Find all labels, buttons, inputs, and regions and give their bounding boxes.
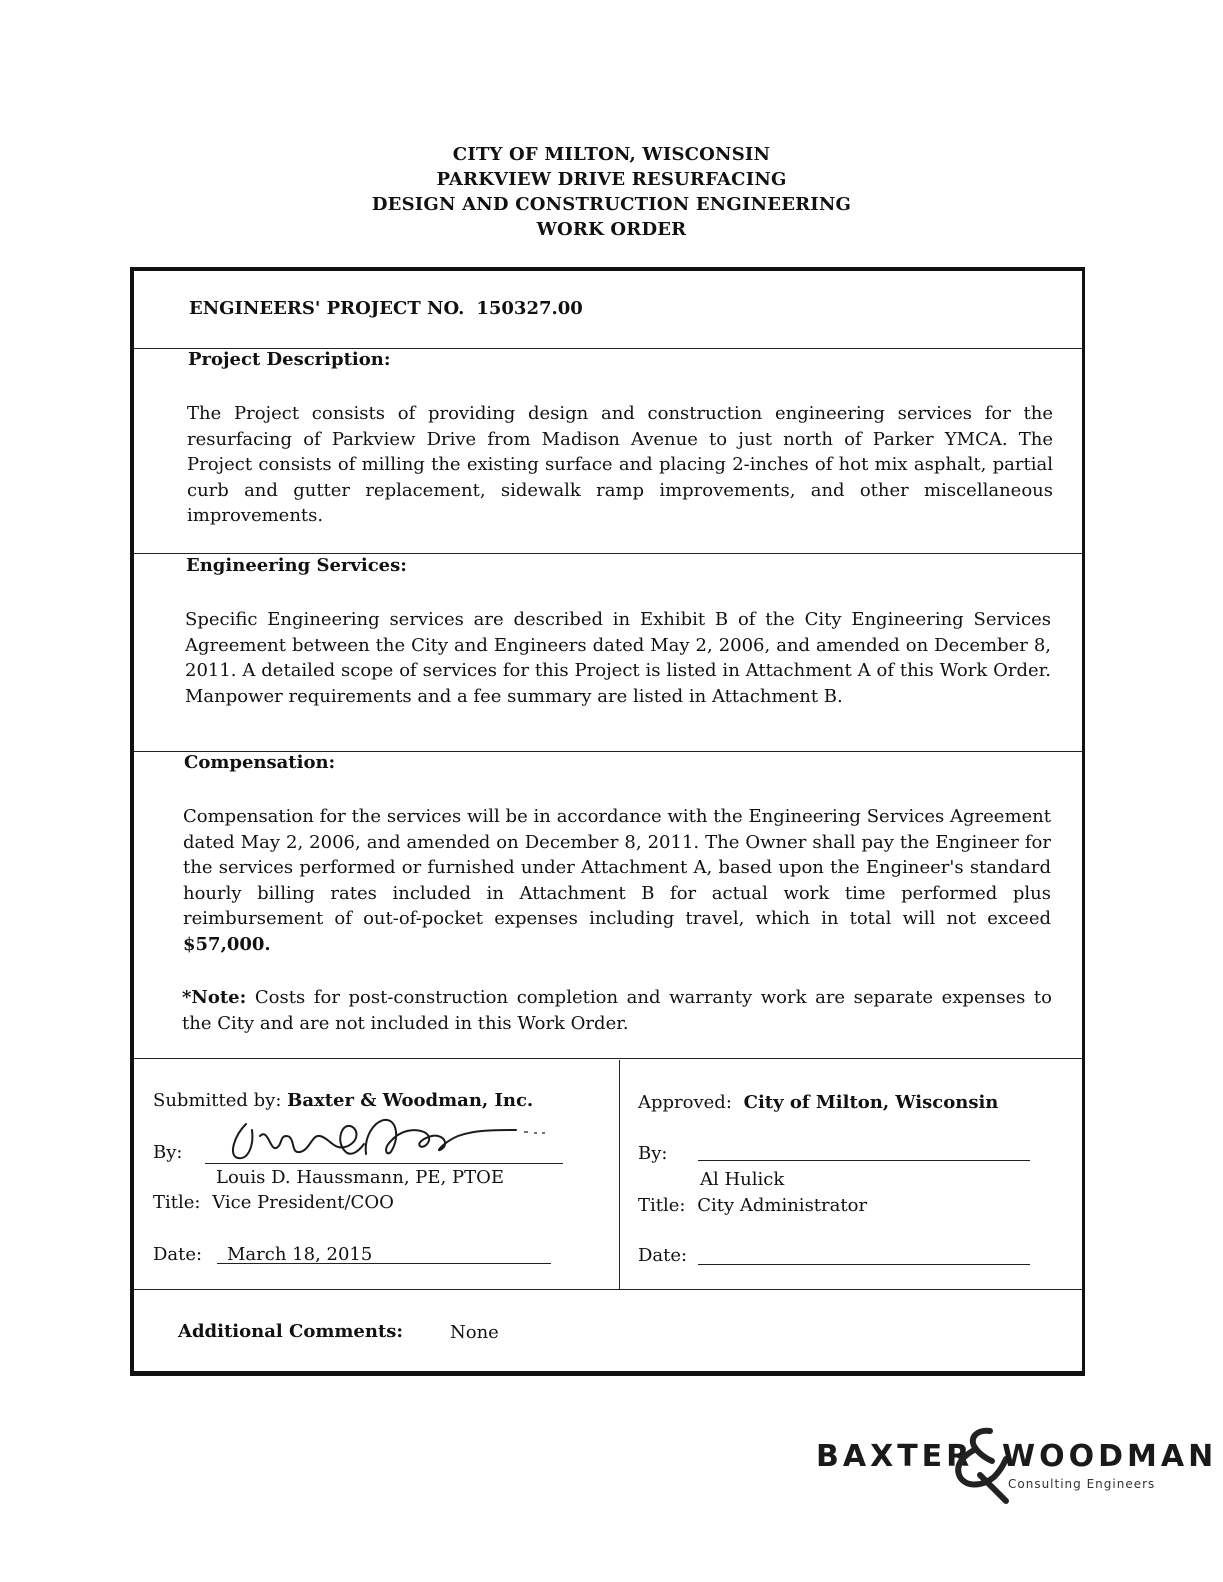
- submitted-date: March 18, 2015: [227, 1244, 373, 1265]
- submitted-company: Baxter & Woodman, Inc.: [287, 1090, 534, 1111]
- compensation-text: [183, 804, 1051, 957]
- divider: [134, 553, 1082, 554]
- submitted-title-row: [153, 1190, 394, 1215]
- logo-subtitle: Consulting Engineers: [1008, 1477, 1156, 1491]
- compensation-title: Compensation:: [184, 752, 336, 773]
- logo-right-text: WOODMAN: [1002, 1439, 1218, 1474]
- compensation-body: Compensation for the services will be in accordance with the Engineering Services Agreement dated May 2, 2006, and amended on December 8, 2011. The Owner shall pay the Engineer for the services performed or furnished under Attachment A, based upon the Engineer's standard hourly billing rates included in Attachment B for actual work time performed plus reimbursement of out-of-pocket expenses including travel, which in total will not exceed: [183, 806, 1051, 929]
- divider: [134, 1058, 1082, 1059]
- header-scope: DESIGN AND CONSTRUCTION ENGINEERING: [371, 194, 852, 215]
- header-city: CITY OF MILTON, WISCONSIN: [452, 144, 771, 165]
- divider: [134, 1289, 1082, 1290]
- approved-entity: City of Milton, Wisconsin: [743, 1092, 999, 1113]
- submitted-name: Louis D. Haussmann, PE, PTOE: [216, 1167, 504, 1188]
- approved-title-row: [638, 1193, 867, 1218]
- handwritten-signature: [224, 1106, 554, 1166]
- note-label: *Note:: [182, 987, 247, 1008]
- project-number-row: [189, 298, 583, 319]
- approved-row: [638, 1090, 998, 1115]
- submitted-label: Submitted by:: [153, 1090, 282, 1111]
- compensation-note: [182, 985, 1052, 1036]
- approved-by-label: By:: [638, 1143, 668, 1164]
- submitted-date-label: Date:: [153, 1244, 203, 1265]
- approved-title-label: Title:: [638, 1195, 686, 1216]
- submitted-by-label: By:: [153, 1142, 183, 1163]
- approved-title: City Administrator: [697, 1195, 868, 1216]
- compensation-amount: $57,000.: [183, 933, 271, 955]
- engineering-services-text: Specific Engineering services are described in Exhibit B of the City Engineering Services Agreement between the City and Engineers dated May 2, 2006, and amended on December 8, 2011. A detailed scope of services for this Project is listed in Attachment A of this Work Order. Manpower requirements and a fee summary are listed in Attachment B.: [185, 609, 1051, 707]
- project-description-text: The Project consists of providing design and construction engineering services for the resurfacing of Parkview Drive from Madison Avenue to just north of Parker YMCA. The Project consists of milling the existing surface and placing 2-inches of hot mix asphalt, partial curb and gutter replacement, sidewalk ramp improvements, and other miscellaneous improvements.: [187, 403, 1053, 526]
- date-line: [698, 1264, 1030, 1265]
- project-number: 150327.00: [476, 298, 583, 319]
- project-description-title: Project Description:: [188, 349, 391, 370]
- note-text: Costs for post-construction completion and warranty work are separate expenses to the City and are not included in this Work Order.: [182, 987, 1052, 1034]
- work-order-frame: [130, 267, 1085, 1376]
- engineering-services-title: Engineering Services:: [186, 555, 407, 576]
- signature-divider: [619, 1060, 620, 1290]
- approved-label: Approved:: [638, 1092, 732, 1113]
- submitted-title-label: Title:: [153, 1192, 201, 1213]
- additional-comments-label: Additional Comments:: [178, 1321, 404, 1342]
- submitted-title: Vice President/COO: [212, 1192, 394, 1213]
- header-doc-type: WORK ORDER: [536, 219, 687, 240]
- header-project: PARKVIEW DRIVE RESURFACING: [436, 169, 787, 190]
- approved-date-label: Date:: [638, 1245, 688, 1266]
- additional-comments-value: None: [450, 1322, 499, 1343]
- company-logo: [816, 1425, 1218, 1505]
- project-number-label: ENGINEERS' PROJECT NO.: [189, 298, 465, 319]
- date-line: [217, 1263, 551, 1264]
- logo-left-text: BAXTER: [816, 1439, 974, 1474]
- signature-line: [698, 1160, 1030, 1161]
- approved-name: Al Hulick: [700, 1169, 785, 1190]
- document-header: [0, 142, 1223, 242]
